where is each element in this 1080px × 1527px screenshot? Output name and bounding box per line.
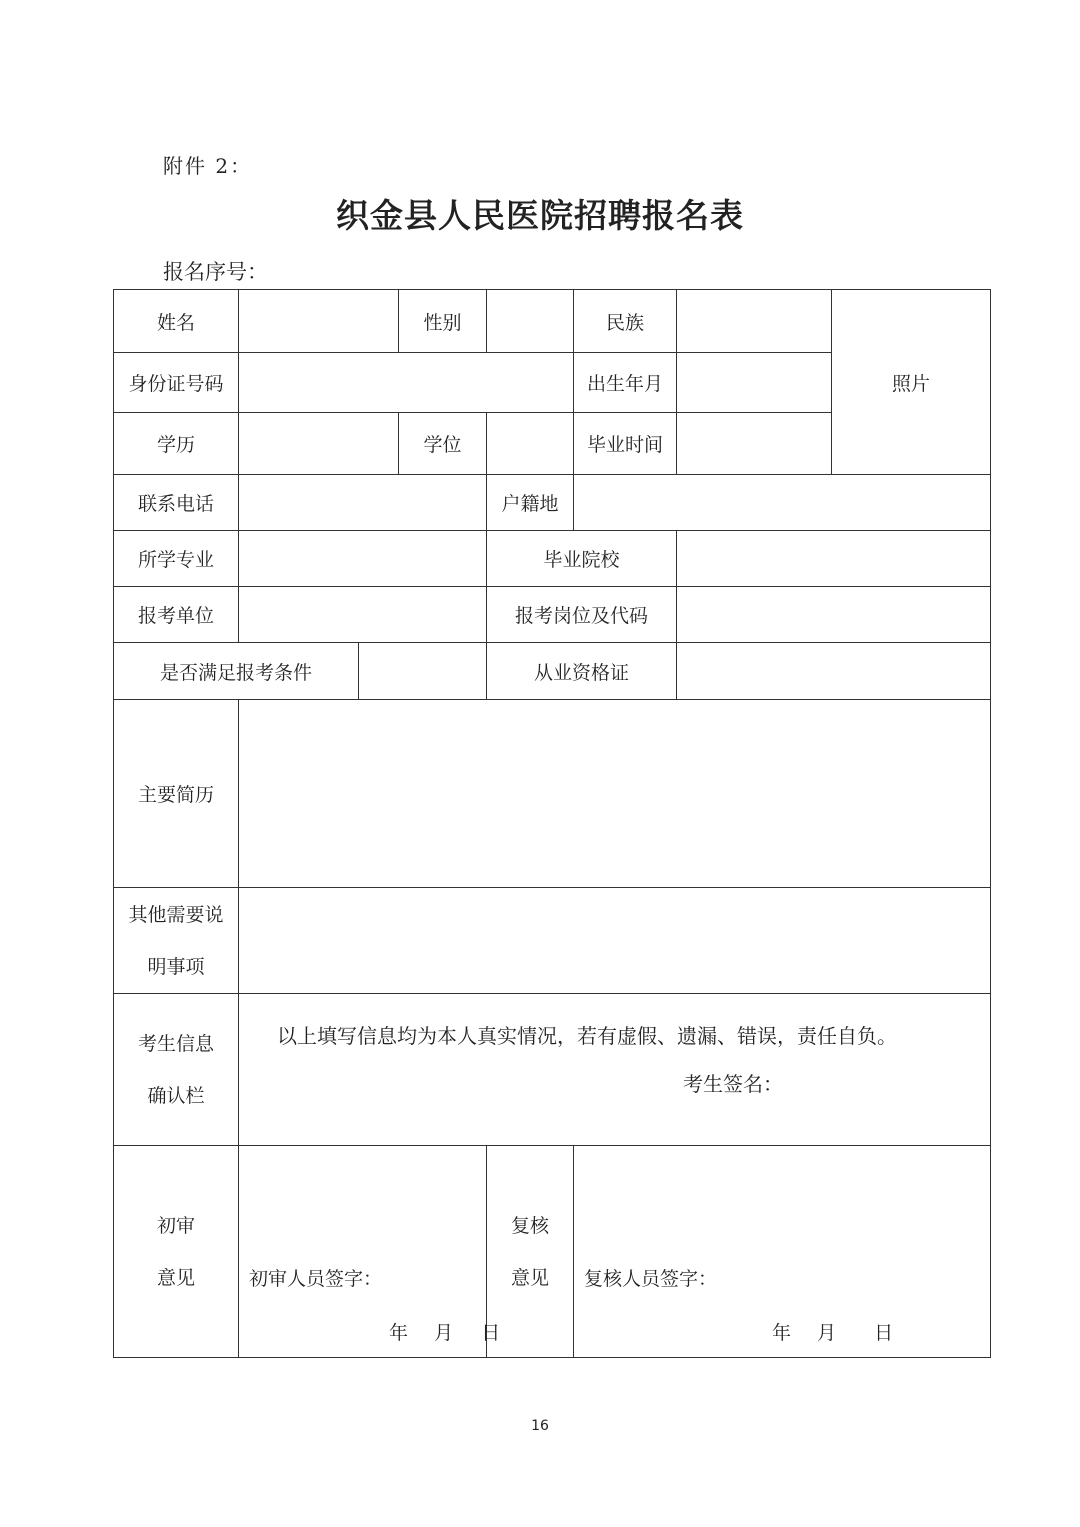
position-label: 报考岗位及代码 [487, 587, 677, 643]
review-day: 日 [874, 1322, 894, 1344]
confirm-statement-cell[interactable] [239, 994, 991, 1146]
school-label: 毕业院校 [487, 531, 677, 587]
prelim-day: 日 [481, 1322, 501, 1344]
other-notes-label [114, 888, 239, 994]
degree-field[interactable] [487, 413, 574, 475]
household-field[interactable] [574, 475, 991, 531]
ethnicity-field[interactable] [677, 290, 832, 353]
review-line1: 复核 [510, 1214, 549, 1237]
birth-field[interactable] [677, 353, 832, 413]
household-label: 户籍地 [487, 475, 574, 531]
review-month: 月 [817, 1322, 837, 1344]
prelim-year: 年 [389, 1322, 409, 1344]
gender-field[interactable] [487, 290, 574, 353]
review-year: 年 [772, 1322, 792, 1344]
page-number: 16 [531, 1418, 549, 1434]
prelim-sign-label: 初审人员签字： [249, 1268, 383, 1290]
candidate-sign-label: 考生签名： [683, 1072, 783, 1096]
photo-box[interactable] [832, 290, 991, 475]
unit-field[interactable] [239, 587, 487, 643]
certificate-field[interactable] [677, 643, 991, 700]
confirm-label [114, 994, 239, 1146]
review-date [772, 1318, 893, 1345]
other-notes-line1: 其他需要说 [128, 903, 224, 926]
unit-label: 报考单位 [114, 587, 239, 643]
confirm-statement: 以上填写信息均为本人真实情况，若有虚假、遗漏、错误，责任自负。 [277, 1024, 897, 1048]
id-number-label: 身份证号码 [114, 353, 239, 413]
id-number-field[interactable] [239, 353, 574, 413]
registration-form-table [113, 289, 991, 1358]
photo-label: 照片 [891, 372, 930, 395]
birth-label: 出生年月 [574, 353, 677, 413]
confirm-line2: 确认栏 [147, 1084, 205, 1107]
phone-field[interactable] [239, 475, 487, 531]
review-sign-label: 复核人员签字： [584, 1268, 718, 1290]
school-field[interactable] [677, 531, 991, 587]
education-label: 学历 [114, 413, 239, 475]
prelim-month: 月 [434, 1322, 454, 1344]
gender-label: 性别 [399, 290, 487, 353]
resume-field[interactable] [239, 700, 991, 888]
graduation-time-label: 毕业时间 [574, 413, 677, 475]
name-label: 姓名 [114, 290, 239, 353]
ethnicity-label: 民族 [574, 290, 677, 353]
other-notes-line2: 明事项 [147, 955, 205, 978]
prelim-opinion-field[interactable] [239, 1146, 501, 1358]
prelim-line1: 初审 [156, 1214, 195, 1237]
review-opinion-field[interactable] [574, 1146, 991, 1358]
other-notes-field[interactable] [239, 888, 991, 994]
qualified-label: 是否满足报考条件 [114, 643, 359, 700]
phone-label: 联系电话 [114, 475, 239, 531]
serial-number-label: 报名序号： [163, 260, 268, 284]
position-field[interactable] [677, 587, 991, 643]
prelim-label [114, 1146, 239, 1358]
attachment-label: 附件 2： [163, 154, 253, 178]
certificate-label: 从业资格证 [487, 643, 677, 700]
education-field[interactable] [239, 413, 399, 475]
major-field[interactable] [239, 531, 487, 587]
page-title: 织金县人民医院招聘报名表 [336, 196, 744, 235]
prelim-line2: 意见 [156, 1266, 195, 1289]
graduation-time-field[interactable] [677, 413, 832, 475]
qualified-field[interactable] [359, 643, 487, 700]
prelim-date [389, 1318, 500, 1345]
resume-label: 主要简历 [114, 700, 239, 888]
major-label: 所学专业 [114, 531, 239, 587]
review-line2: 意见 [510, 1266, 549, 1289]
confirm-line1: 考生信息 [137, 1032, 214, 1055]
name-field[interactable] [239, 290, 399, 353]
degree-label: 学位 [399, 413, 487, 475]
